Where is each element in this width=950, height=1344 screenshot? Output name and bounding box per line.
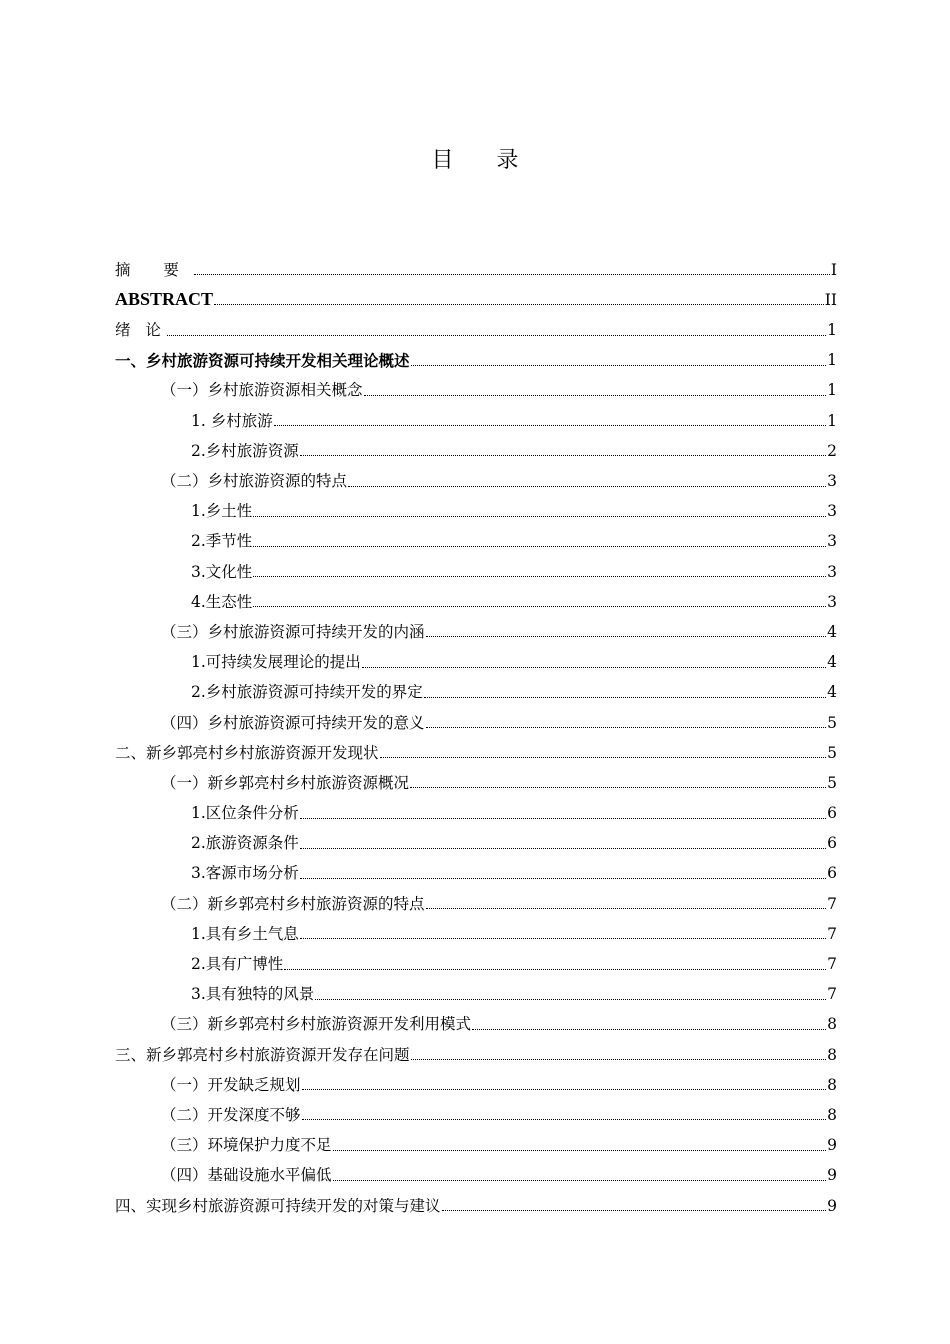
page-title: 目 录 xyxy=(431,148,537,173)
toc-entry[interactable] xyxy=(115,1063,837,1093)
toc-entry[interactable] xyxy=(115,701,837,731)
toc-page-number: 1 xyxy=(827,411,837,430)
toc-dot-leader xyxy=(300,878,826,879)
toc-dot-leader xyxy=(472,1029,826,1030)
toc-page-number: 8 xyxy=(827,1075,837,1094)
toc-dot-leader xyxy=(333,1180,827,1181)
toc-entry-label: （三）环境保护力度不足 xyxy=(161,1136,332,1155)
toc-dot-leader xyxy=(426,636,827,637)
toc-entry-label: 3.文化性 xyxy=(191,562,253,581)
toc-page-number: 9 xyxy=(827,1136,837,1155)
toc-entry[interactable] xyxy=(115,610,837,640)
toc-page-number: 2 xyxy=(827,441,837,460)
toc-entry-label: 四、实现乡村旅游资源可持续开发的对策与建议 xyxy=(115,1196,441,1215)
toc-page-number: I xyxy=(830,260,837,279)
toc-entry-label: 2.乡村旅游资源可持续开发的界定 xyxy=(191,683,423,702)
toc-dot-leader xyxy=(214,304,824,305)
toc-entry[interactable] xyxy=(115,490,837,520)
toc-entry-label: （一）开发缺乏规划 xyxy=(161,1075,301,1094)
toc-page-number: 1 xyxy=(827,351,837,370)
toc-page-number: 8 xyxy=(827,1015,837,1034)
toc-entry[interactable] xyxy=(115,1123,837,1153)
toc-entry[interactable] xyxy=(115,580,837,610)
toc-entry[interactable] xyxy=(115,520,837,550)
toc-page-number: 6 xyxy=(827,834,837,853)
toc-dot-leader xyxy=(302,1119,827,1120)
toc-entry-label: （四）基础设施水平偏低 xyxy=(161,1166,332,1185)
toc-page-number: 3 xyxy=(827,592,837,611)
toc-entry[interactable] xyxy=(115,791,837,821)
toc-entry[interactable] xyxy=(115,459,837,489)
toc-page-number: 8 xyxy=(827,1105,837,1124)
toc-entry[interactable] xyxy=(115,399,837,429)
toc-dot-leader xyxy=(362,667,826,668)
toc-entry-label: （三）乡村旅游资源可持续开发的内涵 xyxy=(161,622,425,641)
toc-entry[interactable] xyxy=(115,640,837,670)
toc-entry[interactable] xyxy=(115,1033,837,1063)
toc-dot-leader xyxy=(411,1059,827,1060)
toc-page-number: 3 xyxy=(827,472,837,490)
toc-page-number: 4 xyxy=(827,653,837,672)
toc-entry-label: （三）新乡郭亮村乡村旅游资源开发利用模式 xyxy=(161,1015,472,1034)
toc-entry[interactable] xyxy=(115,1154,837,1184)
toc-dot-leader xyxy=(411,365,827,366)
toc-page-number: 3 xyxy=(827,562,837,581)
toc-entry-label: 1.区位条件分析 xyxy=(191,804,299,823)
toc-entry-label: 3.客源市场分析 xyxy=(191,864,299,883)
toc-dot-leader xyxy=(284,969,826,970)
toc-entry[interactable] xyxy=(115,822,837,852)
toc-page-number: 7 xyxy=(827,955,837,973)
toc-entry-label: 1.具有乡土气息 xyxy=(191,924,299,943)
toc-entry-label: 2.乡村旅游资源 xyxy=(191,441,299,460)
toc-entry-label: （二）新乡郭亮村乡村旅游资源的特点 xyxy=(161,894,425,913)
toc-entry[interactable] xyxy=(115,973,837,1003)
toc-entry-label: 摘 要 xyxy=(115,260,193,279)
toc-entry-label: 一、乡村旅游资源可持续开发相关理论概述 xyxy=(115,351,410,371)
toc-page-number: II xyxy=(824,290,837,309)
toc-entry[interactable] xyxy=(115,671,837,701)
toc-entry-label: 2.具有广博性 xyxy=(191,955,284,973)
toc-page-number: 4 xyxy=(827,622,837,641)
toc-dot-leader xyxy=(253,576,826,577)
toc-entry[interactable] xyxy=(115,761,837,791)
toc-dot-leader xyxy=(194,274,830,275)
toc-dot-leader xyxy=(426,727,827,728)
toc-entry-label: 3.具有独特的风景 xyxy=(191,985,315,1004)
toc-dot-leader xyxy=(424,697,826,698)
toc-entry-label: （一）新乡郭亮村乡村旅游资源概况 xyxy=(161,773,410,792)
toc-dot-leader xyxy=(410,787,826,788)
toc-page-number: 1 xyxy=(827,381,837,400)
toc-page-number: 9 xyxy=(827,1196,837,1215)
toc-page-number: 7 xyxy=(827,894,837,913)
toc-page-number: 6 xyxy=(827,864,837,883)
toc-entry-label: 二、新乡郭亮村乡村旅游资源开发现状 xyxy=(115,743,379,762)
toc-entry-label: （二）乡村旅游资源的特点 xyxy=(161,472,348,490)
toc-entry[interactable] xyxy=(115,1093,837,1123)
toc-dot-leader xyxy=(364,395,827,396)
toc-entry[interactable] xyxy=(115,1184,837,1214)
toc-dot-leader xyxy=(380,757,827,758)
toc-dot-leader xyxy=(274,425,826,426)
toc-entry[interactable] xyxy=(115,852,837,882)
toc-entry-label: 三、新乡郭亮村乡村旅游资源开发存在问题 xyxy=(115,1045,410,1064)
toc-entry[interactable] xyxy=(115,882,837,912)
toc-page-number: 8 xyxy=(827,1045,837,1064)
toc-entry[interactable] xyxy=(115,369,837,399)
toc-entry[interactable] xyxy=(115,1003,837,1033)
toc-entry-label: 2.旅游资源条件 xyxy=(191,834,299,853)
toc-page-number: 7 xyxy=(827,924,837,943)
toc-entry-label: 4.生态性 xyxy=(191,592,253,611)
toc-dot-leader xyxy=(426,908,827,909)
toc-page-number: 9 xyxy=(827,1166,837,1185)
toc-dot-leader xyxy=(253,606,826,607)
toc-entry-label: 1. 乡村旅游 xyxy=(191,411,273,430)
toc-entry[interactable] xyxy=(115,912,837,942)
toc-dot-leader xyxy=(442,1210,827,1211)
toc-page-number: 7 xyxy=(827,985,837,1004)
toc-page-number: 5 xyxy=(827,743,837,762)
toc-page-number: 3 xyxy=(827,502,837,521)
toc-entry-label: （二）开发深度不够 xyxy=(161,1105,301,1124)
toc-entry-label: 1.乡土性 xyxy=(191,502,253,521)
toc-dot-leader xyxy=(253,516,826,517)
table-of-contents xyxy=(115,248,837,1214)
toc-entry[interactable] xyxy=(115,308,837,338)
toc-entry-label: 1.可持续发展理论的提出 xyxy=(191,653,361,672)
toc-entry-label: （一）乡村旅游资源相关概念 xyxy=(161,381,363,400)
toc-page-number: 3 xyxy=(827,532,837,551)
toc-dot-leader xyxy=(348,486,826,487)
toc-entry-label: ABSTRACT xyxy=(115,289,214,310)
toc-entry[interactable] xyxy=(115,278,837,308)
toc-dot-leader xyxy=(300,938,826,939)
toc-entry[interactable] xyxy=(115,550,837,580)
toc-dot-leader xyxy=(300,848,826,849)
toc-entry[interactable] xyxy=(115,248,837,278)
toc-entry[interactable] xyxy=(115,429,837,459)
toc-page-number: 5 xyxy=(827,773,837,792)
toc-page-number: 5 xyxy=(827,713,837,732)
toc-entry-label: （四）乡村旅游资源可持续开发的意义 xyxy=(161,713,425,732)
toc-entry[interactable] xyxy=(115,339,837,369)
toc-dot-leader xyxy=(333,1150,827,1151)
toc-dot-leader xyxy=(300,455,826,456)
toc-entry[interactable] xyxy=(115,731,837,761)
toc-page-number: 1 xyxy=(827,321,837,340)
toc-dot-leader xyxy=(302,1089,827,1090)
toc-entry[interactable] xyxy=(115,942,837,972)
toc-dot-leader xyxy=(315,999,826,1000)
toc-entry-label: 2.季节性 xyxy=(191,532,253,551)
toc-dot-leader xyxy=(167,335,826,336)
toc-dot-leader xyxy=(253,546,826,547)
toc-entry-label: 绪 论 xyxy=(115,321,166,340)
toc-page-number: 6 xyxy=(827,804,837,823)
toc-dot-leader xyxy=(300,818,826,819)
toc-page-number: 4 xyxy=(827,683,837,702)
